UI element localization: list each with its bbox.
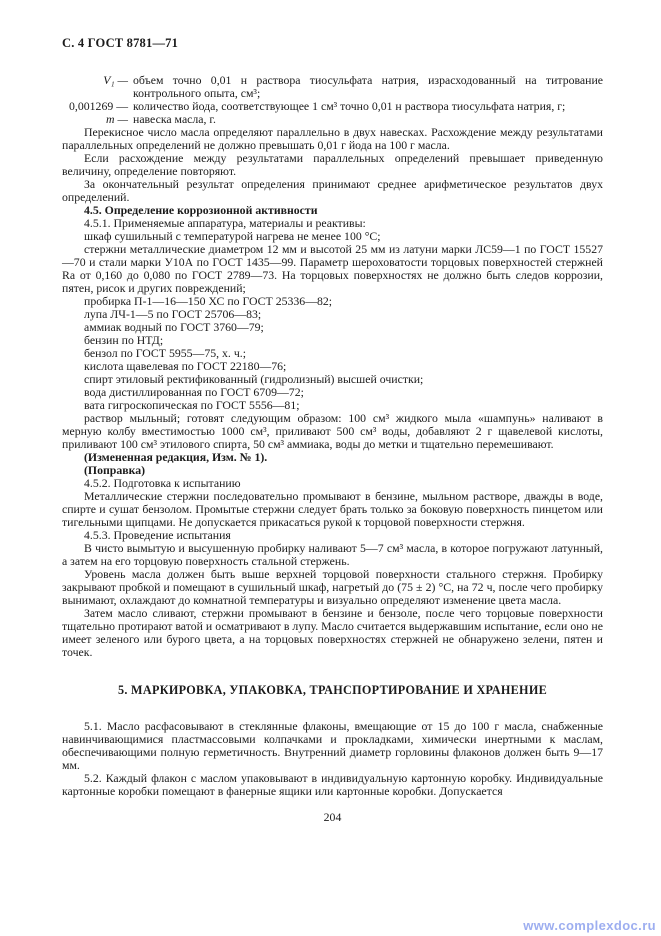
paragraph: Уровень масла должен быть выше верхней торцовой поверхности стального стержня. Пробирку закрывают пробкой и помещают в сушильный шкаф, нагретый до (75 ± 2) °С, на 72 ч, после чего пробирку вынимают, охлаждают до комнатной температуры и визуально определяют изменение цвета масла. [62,567,603,607]
page-header: С. 4 ГОСТ 8781—71 [62,36,179,50]
paragraph: За окончательный результат определения принимают среднее арифметическое результатов двух определений. [62,177,603,204]
definition-text: навеска масла, г. [133,112,216,126]
list-item: кислота щавелевая по ГОСТ 22180—76; [84,359,287,373]
document-body [62,74,603,824]
definition-text: объем точно 0,01 н раствора тиосульфата натрия, израсходованный на титрование контрольного опыта, см³; [133,73,603,100]
definition-term: 0,001269 — [69,99,128,113]
list-item: вата гигроскопическая по ГОСТ 5556—81; [84,398,300,412]
paragraph-5-1: 5.1. Масло расфасовывают в стеклянные флаконы, вмещающие от 15 до 100 г масла, снабженные навинчивающимися пластмассовыми колпачками и прокладками, химически инертными к маслам, обеспечивающими полную герметичность. Внутренний диаметр горловины флаконов должен быть 9—17 мм. [62,719,603,772]
correction-note: (Поправка) [84,463,146,477]
list-item: стержни металлические диаметром 12 мм и высотой 25 мм из латуни марки ЛС59—1 по ГОСТ 15527—70 и стали марки У10А по ГОСТ 1435—99. Параметр шероховатости торцовых поверхностей стержней Ra от 0,160 до 0,080 по ГОСТ 2789—73. На торцовых поверхностях не должно быть следов коррозии, пятен, рисок и других повреждений; [62,242,603,295]
subsection-heading-4-5: 4.5. Определение коррозионной активности [84,203,318,217]
list-item: раствор мыльный; готовят следующим образом: 100 см³ жидкого мыла «шампунь» наливают в мерную колбу вместимостью 1000 см³, приливают 500 см³ воды, добавляют 2 г щавелевой кислоты, приливают 100 см³ этилового спирта, 50 см³ аммиака, воды до метки и тщательно перемешивают. [62,411,603,451]
list-item: вода дистиллированная по ГОСТ 6709—72; [84,385,304,399]
list-item: бензин по НТД; [84,333,164,347]
clause-heading-4-5-3: 4.5.3. Проведение испытания [84,528,231,542]
watermark-link[interactable]: www.complexdoc.ru [523,918,656,933]
paragraph: Если расхождение между результатами параллельных определений превышает приведенную величину, определение повторяют. [62,151,603,178]
formula-definitions [62,74,603,126]
list-item: спирт этиловый ректификованный (гидролизный) высшей очистки; [84,372,424,386]
list-item: пробирка П-1—16—150 ХС по ГОСТ 25336—82; [84,294,333,308]
list-item: бензол по ГОСТ 5955—75, х. ч.; [84,346,246,360]
clause-heading-4-5-1: 4.5.1. Применяемые аппаратура, материалы и реактивы: [84,216,366,230]
clause-heading-4-5-2: 4.5.2. Подготовка к испытанию [84,476,241,490]
list-item: лупа ЛЧ-1—5 по ГОСТ 25706—83; [84,307,262,321]
revision-note: (Измененная редакция, Изм. № 1). [84,450,268,464]
definition-row [62,74,603,100]
paragraph: Металлические стержни последовательно промывают в бензине, мыльном растворе, дважды в воде, спирте и сушат бензолом. Промытые стержни следует брать только за боковую поверхность пинцетом или тигельными щипцами. Не допускается прикасаться рукой к торцовой поверхности стержня. [62,489,603,529]
paragraph: Перекисное число масла определяют параллельно в двух навесках. Расхождение между результатами параллельных определений не должно превышать 0,01 г йода на 100 г масла. [62,125,603,152]
definition-term: V₁ — [103,73,128,87]
definition-term: m — [106,112,128,126]
section-5-title: 5. МАРКИРОВКА, УПАКОВКА, ТРАНСПОРТИРОВАНИЕ И ХРАНЕНИЕ [117,683,548,697]
paragraph: В чисто вымытую и высушенную пробирку наливают 5—7 см³ масла, в которое погружают латунный, а затем на его торцовую поверхность стальной стержень. [62,541,603,568]
list-item: аммиак водный по ГОСТ 3760—79; [84,320,264,334]
paragraph: Затем масло сливают, стержни промывают в бензине и бензоле, после чего торцовые поверхности тщательно протирают ватой и осматривают в лупу. Масло считается выдержавшим испытание, если оно не имеет зеленого или бурого цвета, а на торцовых поверхностях стержней не обнаружено зелени, пятен и точек. [62,606,603,659]
definition-text: количество йода, соответствующее 1 см³ точно 0,01 н раствора тиосульфата натрия, г; [133,99,566,113]
paragraph-5-2: 5.2. Каждый флакон с маслом упаковывают в индивидуальную картонную коробку. Индивидуальные картонные коробки помещают в фанерные ящики или картонные коробки. Допускается [62,771,603,798]
page-number: 204 [323,810,342,824]
list-item: шкаф сушильный с температурой нагрева не менее 100 °С; [84,229,381,243]
